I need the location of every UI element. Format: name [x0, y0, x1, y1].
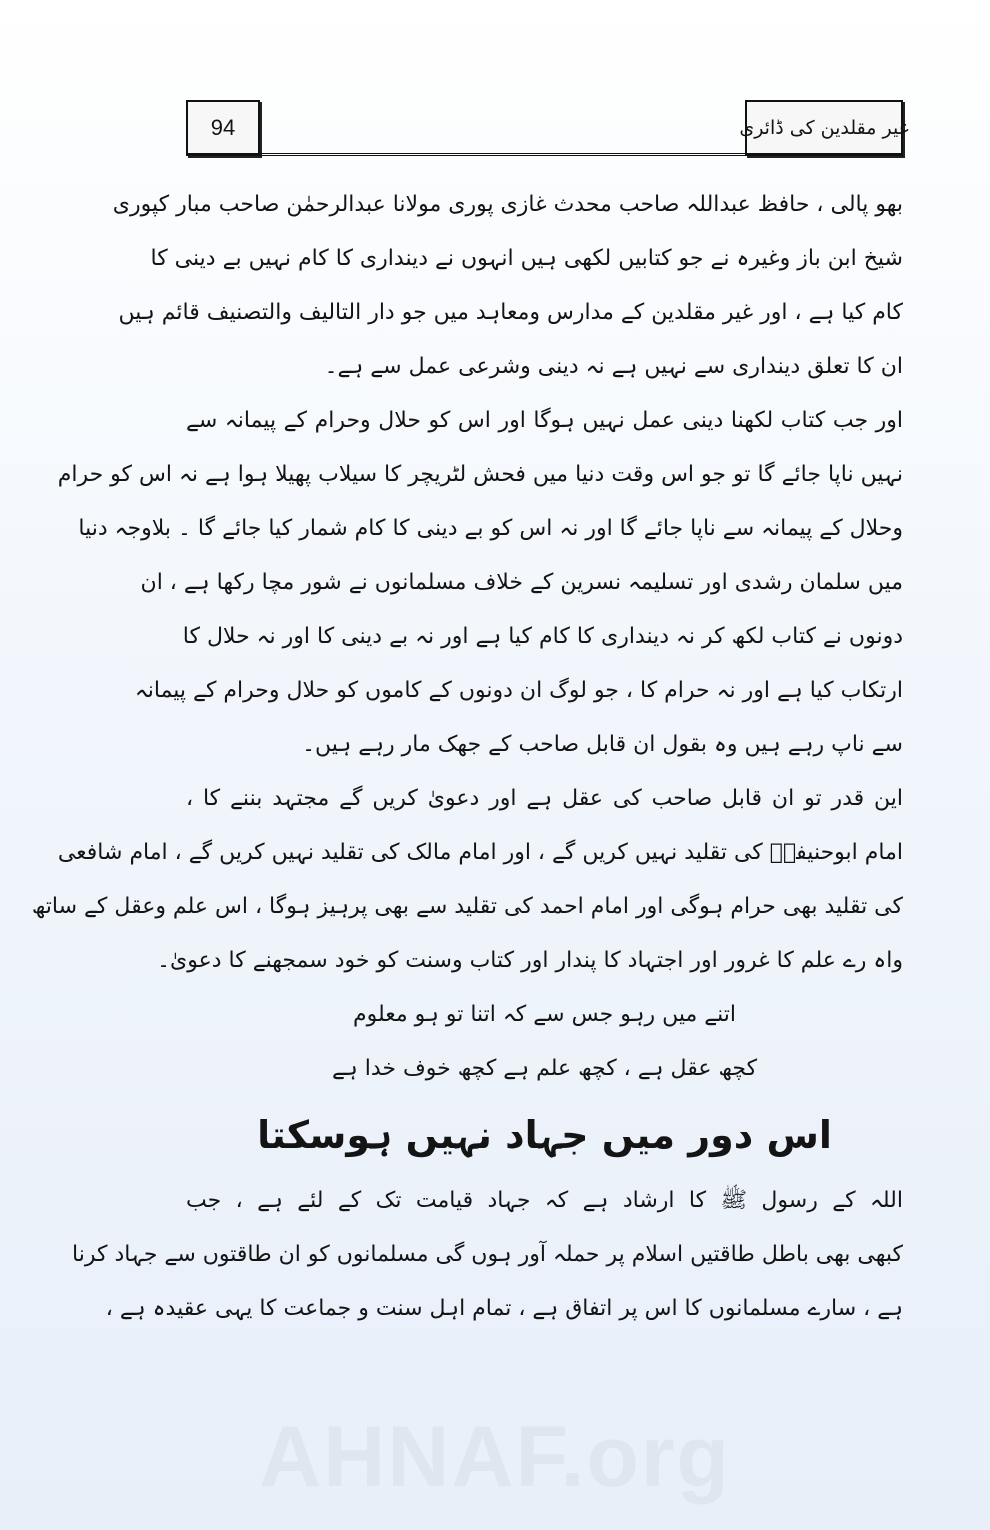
text-line: ہے ، سارے مسلمانوں کا اس پر اتفاق ہے ، تمام اہل سنت و جماعت کا یہی عقیدہ ہے ، — [105, 1296, 903, 1321]
couplet-line-1: اتنے میں رہو جس سے کہ اتنا تو ہو معلوم — [352, 1002, 737, 1027]
text-line: این قدر تو ان قابل صاحب کی عقل ہے اور دعویٰ کریں گے مجتہد بننے کا ، — [186, 786, 903, 811]
text-line: ارتکاب کیا ہے اور نہ حرام کا ، جو لوگ ان دونوں کے کاموں کو حلال وحرام کے پیمانہ — [134, 678, 903, 703]
couplet-line-2: کچھ عقل ہے ، کچھ علم ہے کچھ خوف خدا ہے — [331, 1056, 758, 1081]
site-watermark: AHNAF.org — [259, 1409, 731, 1505]
page-body — [31, 178, 903, 1336]
text-line: وحلال کے پیمانہ سے ناپا جائے گا اور نہ اس کو بے دینی کا کام شمار کیا جائے گا ۔ بلاوجہ دنیا — [78, 516, 903, 541]
page-number: 94 — [186, 100, 260, 156]
text-line: کی تقلید بھی حرام ہوگی اور امام احمد کی تقلید سے بھی پرہیز ہوگا ، اس علم وعقل کے ساتھ — [31, 894, 903, 919]
paragraph-4 — [72, 1174, 903, 1336]
paragraph-3 — [31, 772, 903, 988]
text-line: کام کیا ہے ، اور غیر مقلدین کے مدارس ومعاہد میں جو دار التالیف والتصنیف قائم ہیں — [118, 300, 903, 325]
text-line: کبھی بھی باطل طاقتیں اسلام پر حملہ آور ہوں گی مسلمانوں کو ان طاقتوں سے جہاد کرنا — [72, 1242, 903, 1267]
text-line: دونوں نے کتاب لکھ کر نہ دینداری کا کام کیا ہے اور نہ بے دینی کا اور نہ حلال کا — [182, 624, 903, 649]
text-line: واہ رے علم کا غرور اور اجتہاد کا پندار اور کتاب وسنت کو خود سمجھنے کا دعویٰ۔ — [157, 948, 903, 973]
couplet — [186, 988, 903, 1096]
text-line: اللہ کے رسول ﷺ کا ارشاد ہے کہ جہاد قیامت تک کے لئے ہے ، جب — [186, 1188, 903, 1213]
paragraph-1 — [112, 178, 903, 394]
paragraph-2 — [57, 394, 903, 772]
text-line: ان کا تعلق دینداری سے نہیں ہے نہ دینی وشرعی عمل سے ہے۔ — [324, 354, 903, 379]
book-title: غیر مقلدین کی ڈائری — [745, 100, 903, 156]
text-line: میں سلمان رشدی اور تسلیمہ نسرین کے خلاف مسلمانوں نے شور مچا رکھا ہے ، ان — [140, 570, 903, 595]
text-line: نہیں ناپا جائے گا تو جو اس وقت دنیا میں فحش لٹریچر کا سیلاب پھیلا ہوا ہے نہ اس کو حرام — [57, 462, 903, 487]
text-line: بھو پالی ، حافظ عبداللہ صاحب محدث غازی پوری مولانا عبدالرحمٰن صاحب مبار کپوری — [112, 192, 903, 217]
text-line: اور جب کتاب لکھنا دینی عمل نہیں ہوگا اور اس کو حلال وحرام کے پیمانہ سے — [186, 408, 903, 433]
text-line: شیخ ابن باز وغیرہ نے جو کتابیں لکھی ہیں انہوں نے دینداری کا کام نہیں بے دینی کا — [150, 246, 903, 271]
text-line: امام ابوحنیفہؒ کی تقلید نہیں کریں گے ، اور امام مالک کی تقلید نہیں کریں گے ، امام شافعی — [57, 840, 903, 865]
text-line: سے ناپ رہے ہیں وہ بقول ان قابل صاحب کے جھک مار رہے ہیں۔ — [302, 732, 903, 757]
header-divider — [186, 153, 903, 156]
section-heading: اس دور میں جہاد نہیں ہوسکتا — [257, 1113, 832, 1157]
